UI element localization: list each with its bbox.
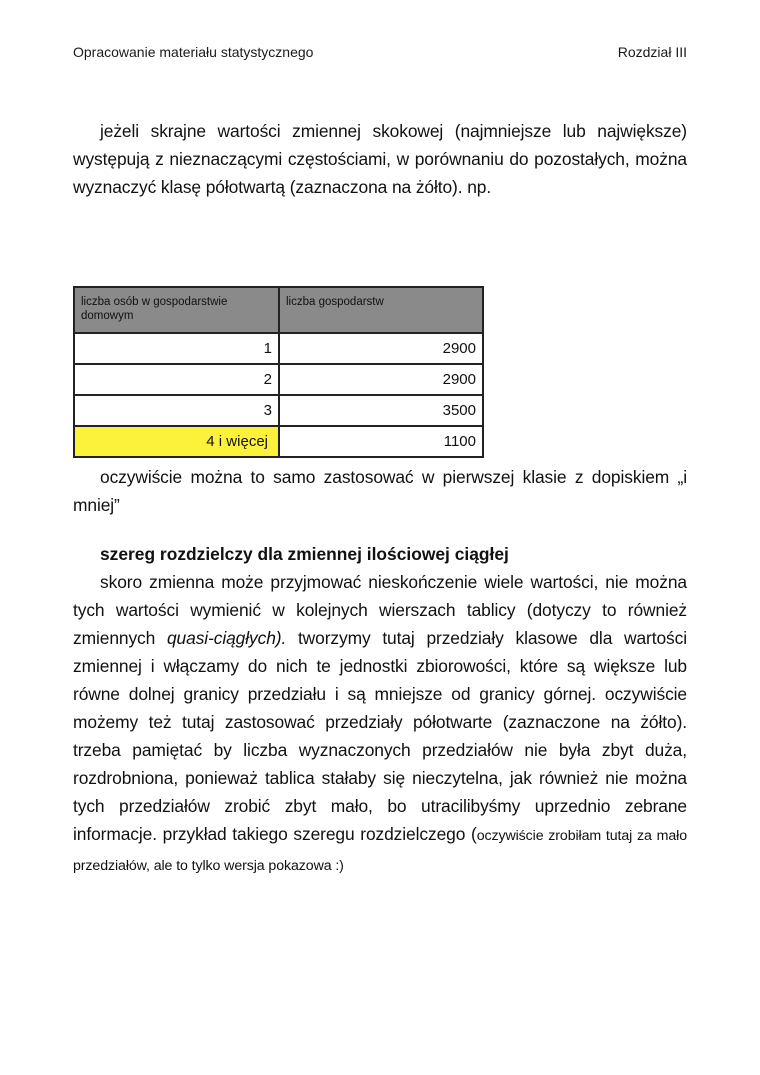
table-row: [74, 364, 483, 395]
paragraph-half-open-class: [73, 117, 687, 201]
cell-households: 3500: [279, 395, 483, 426]
paragraph-text: skoro zmienna może przyjmować nieskończenie wiele wartości, nie można tych wartości wymienić w kolejnych wierszach tablicy (dotyczy to również zmiennych: [73, 572, 687, 648]
table-row-highlighted: [74, 426, 483, 457]
paragraph-continuous-variable: [73, 568, 687, 880]
paragraph-text: tworzymy tutaj przedziały klasowe dla wartości zmiennej i włączamy do nich te jednostki zbiorowości, które są większe lub równe dolnej granicy przedziału i są mniejsze od granicy górnej. oczywiście możemy też tutaj zastosować przedziały półotwarte (zaznaczone na żółto). trzeba pamiętać by liczba wyznaczonych przedziałów nie była zbyt duża, rozdrobniona, ponieważ tablica stałaby się nieczytelna, jak również nie można tych przedziałów zrobić zbyt mało, bo utracilibyśmy uprzednio zebrane informacje. przykład takiego szeregu rozdzielczego (: [73, 628, 687, 844]
cell-households: 1100: [279, 426, 483, 457]
column-header-persons: liczba osób w gospodarstwie domowym: [74, 287, 279, 333]
cell-persons: 3: [74, 395, 279, 426]
italic-term: quasi-ciągłych).: [166, 628, 287, 648]
cell-households: 2900: [279, 333, 483, 364]
small-remark: oczywiście zrobiłam tutaj za mało przedziałów, ale to tylko wersja pokazowa :): [73, 828, 687, 874]
household-table: [73, 286, 484, 458]
paragraph-text: oczywiście można to samo zastosować w pierwszej klasie z dopiskiem „i mniej”: [73, 467, 687, 515]
cell-households: 2900: [279, 364, 483, 395]
table-header-row: [74, 287, 483, 333]
header-title: Opracowanie materiału statystycznego: [73, 44, 314, 60]
table-row: [74, 333, 483, 364]
table-row: [74, 395, 483, 426]
paragraph-first-class-note: [73, 463, 687, 519]
cell-persons: 1: [74, 333, 279, 364]
page-header: [73, 44, 687, 60]
cell-persons-half-open: 4 i więcej: [74, 426, 279, 457]
paragraph-text: jeżeli skrajne wartości zmiennej skokowej (najmniejsze lub największe) występują z nieznaczącymi częstościami, w porównaniu do pozostałych, można wyznaczyć klasę półotwartą (zaznaczona na żółto). np.: [73, 121, 687, 197]
cell-persons: 2: [74, 364, 279, 395]
header-chapter: Rozdział III: [617, 44, 687, 60]
section-heading: szereg rozdzielczy dla zmiennej ilościowej ciągłej: [100, 544, 509, 564]
column-header-households: liczba gospodarstw: [279, 287, 483, 333]
